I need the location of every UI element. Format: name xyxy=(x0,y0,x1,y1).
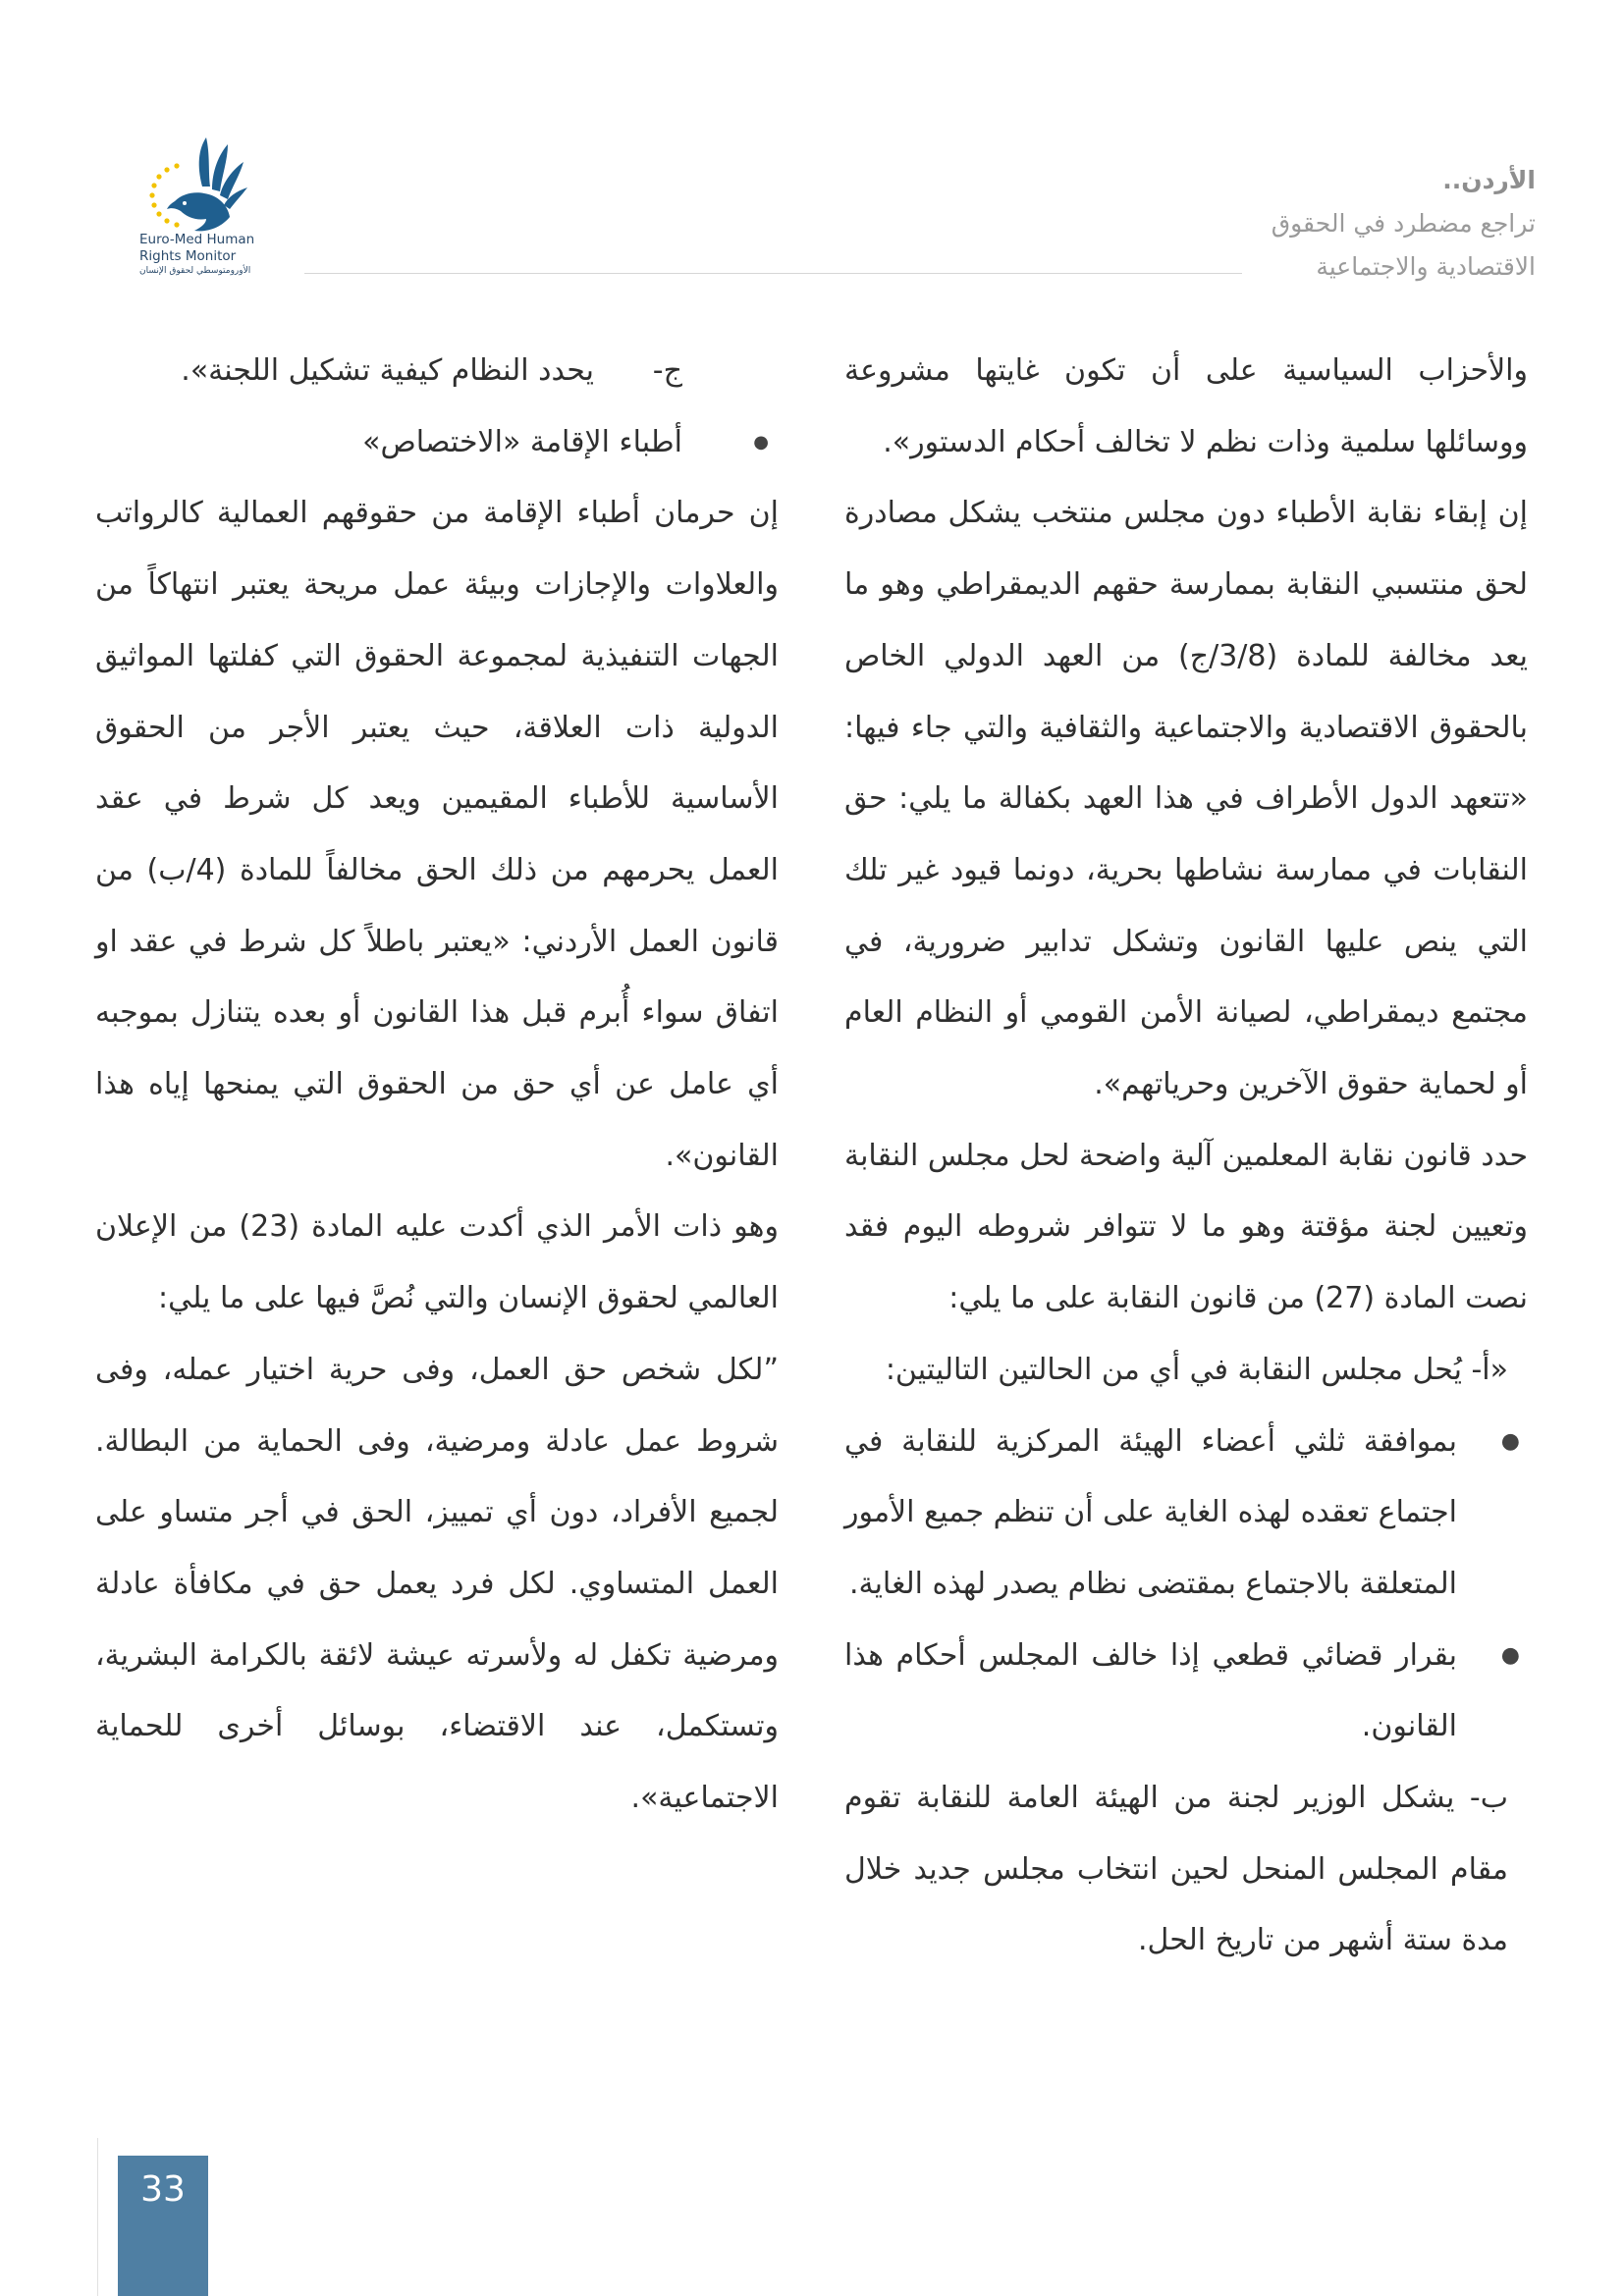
bullet-item xyxy=(844,1621,1528,1763)
bullet-heading-text: أطباء الإقامة «الاختصاص» xyxy=(362,424,682,459)
logo-text-line-1: Euro-Med Human xyxy=(139,232,255,247)
paragraph: وهو ذات الأمر الذي أكدت عليه المادة (23) من الإعلان العالمي لحقوق الإنسان والتي نُصَّ فيها على ما يلي: xyxy=(95,1209,779,1316)
list-item-a: «أ- يُحل مجلس النقابة في أي من الحالتين التاليتين: xyxy=(885,1352,1508,1387)
bullet-text: بموافقة ثلثي أعضاء الهيئة المركزية للنقابة في اجتماع تعقده لهذه الغاية على أن تنظم جميع الأمور المتعلقة بالاجتماع بمقتضى نظام يصدر لهذه الغاية. xyxy=(844,1423,1457,1601)
running-header xyxy=(1025,159,1536,289)
paragraph: حدد قانون نقابة المعلمين آلية واضحة لحل مجلس النقابة وتعيين لجنة مؤقتة وهو ما لا تتوافر شروطه اليوم فقد نصت المادة (27) من قانون النقابة على ما يلي: xyxy=(844,1138,1528,1316)
logo-text-arabic: الأورومتوسطي لحقوق الإنسان xyxy=(139,266,251,276)
quote-paragraph: ”لكل شخص حق العمل، وفى حرية اختيار عمله، وفى شروط عمل عادلة ومرضية، وفى الحماية من البطالة. لجميع الأفراد، دون أي تمييز، الحق في أجر متساو على العمل المتساوي. لكل فرد يعمل حق في مكافأة عادلة ومرضية تكفل له ولأسرته عيشة لائقة بالكرامة البشرية، وتستكمل، عند الاقتضاء، بوسائل أخرى للحماية الاجتماعية». xyxy=(95,1352,779,1816)
paragraph: والأحزاب السياسية على أن تكون غايتها مشروعة ووسائلها سلمية وذات نظم لا تخالف أحكام الدستور». xyxy=(844,353,1528,459)
header-divider xyxy=(304,273,1242,274)
bullet-icon: ● xyxy=(753,431,769,453)
bullet-heading xyxy=(95,407,779,479)
paragraph: إن حرمان أطباء الإقامة من حقوقهم العمالية كالرواتب والعلاوات والإجازات وبيئة عمل مريحة يعتبر انتهاكاً من الجهات التنفيذية لمجموعة الحقوق التي كفلتها المواثيق الدولية ذات العلاقة، حيث يعتبر الأجر من الحقوق الأساسية للأطباء المقيمين ويعد كل شرط في عقد العمل يحرمهم من ذلك الحق مخالفاً للمادة (4/ب) من قانون العمل الأردني: «يعتبر باطلاً كل شرط في عقد او اتفاق سواء أُبرم قبل هذا القانون أو بعده يتنازل بموجبه أي عامل عن أي حق من الحقوق التي يمنحها إياه هذا القانون». xyxy=(95,496,779,1173)
logo-text-line-2: Rights Monitor xyxy=(139,248,237,264)
bullet-icon: ● xyxy=(1500,1428,1520,1454)
header-line-1: الأردن.. xyxy=(1442,166,1536,194)
logo-wordmark xyxy=(139,232,277,277)
header-line-3: الاقتصادية والاجتماعية xyxy=(1316,252,1536,281)
list-item-text: يحدد النظام كيفية تشكيل اللجنة». xyxy=(181,353,594,388)
left-column xyxy=(95,336,779,1835)
bullet-text: بقرار قضائي قطعي إذا خالف المجلس أحكام هذا القانون. xyxy=(844,1637,1457,1744)
header-line-2: تراجع مضطرد في الحقوق xyxy=(1271,209,1536,238)
list-item-b: ب- يشكل الوزير لجنة من الهيئة العامة للنقابة تقوم مقام المجلس المنحل لحين انتخاب مجلس جديد خلال مدة ستة أشهر من تاريخ الحل. xyxy=(844,1781,1508,1958)
list-item-c xyxy=(95,336,779,407)
list-item-label: ج- xyxy=(652,353,682,388)
footer-divider xyxy=(97,2138,98,2296)
bullet-item xyxy=(844,1407,1528,1621)
bullet-icon: ● xyxy=(1500,1642,1520,1668)
page-number: 33 xyxy=(140,2169,186,2210)
right-column xyxy=(844,336,1528,1977)
paragraph: إن إبقاء نقابة الأطباء دون مجلس منتخب يشكل مصادرة لحق منتسبي النقابة بممارسة حقهم الديمقراطي وهو ما يعد مخالفة للمادة (3/8/ج) من العهد الدولي الخاص بالحقوق الاقتصادية والاجتماعية والثقافية والتي جاء فيها: «تتعهد الدول الأطراف في هذا العهد بكفالة ما يلي: حق النقابات في ممارسة نشاطها بحرية، دونما قيود غير تلك التي ينص عليها القانون وتشكل تدابير ضرورية، في مجتمع ديمقراطي، لصيانة الأمن القومي أو النظام العام أو لحماية حقوق الآخرين وحرياتهم». xyxy=(844,496,1529,1102)
